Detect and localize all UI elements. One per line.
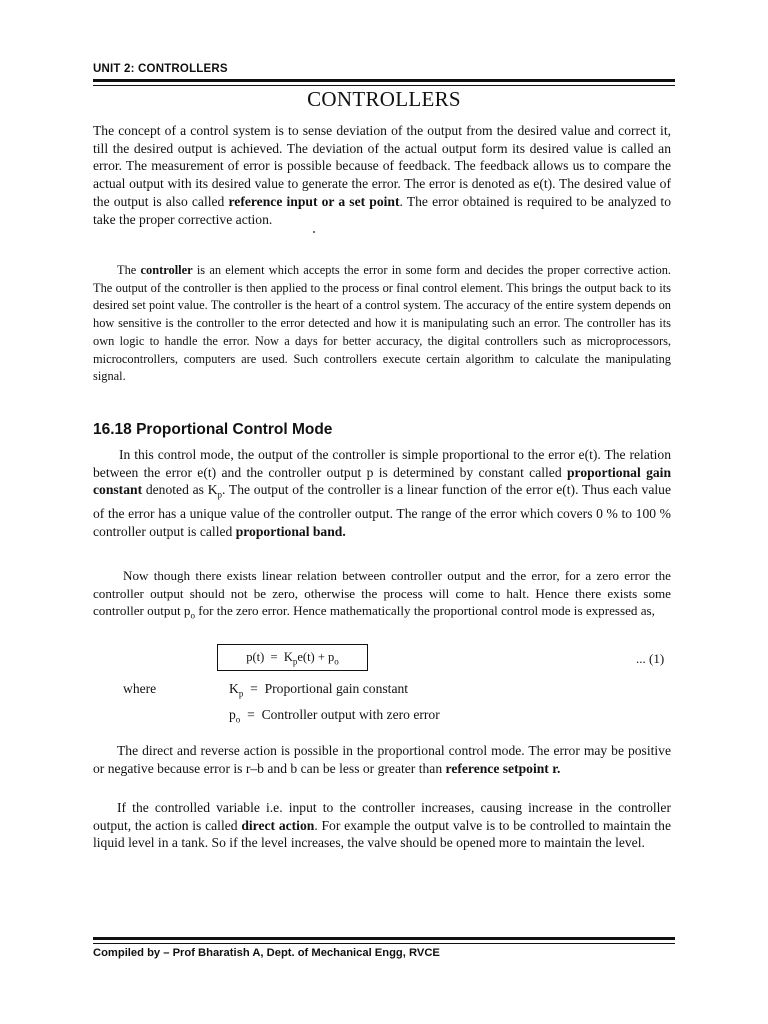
- def-kp-sub: p: [238, 688, 244, 699]
- prop-text-2: denoted as K: [142, 482, 218, 498]
- prop-text-3: . The output of the controller is a linear function of the error e(t). Thus each value of the error has a unique value of the controller output. The range of the error which covers 0 % to 100 % controller output is called: [93, 482, 671, 539]
- eq-k: K: [283, 650, 293, 664]
- dr-text-1: The direct and reverse action is possible in the proportional control mode. The error may be positive or negative because error is r–b and b can be less or greater than: [93, 743, 671, 776]
- eq-mid: e(t) + p: [297, 650, 335, 664]
- equation-box: [217, 644, 368, 671]
- da-bold-direct: direct action: [241, 817, 315, 833]
- proportional-mode-paragraph: [93, 446, 671, 540]
- def-kp-symbol: K: [229, 681, 239, 696]
- page-header-label: UNIT 2: CONTROLLERS: [93, 63, 228, 75]
- controller-paragraph: [93, 262, 671, 386]
- def-po-desc: Controller output with zero error: [261, 707, 440, 722]
- stray-dot: [313, 231, 315, 233]
- header-rule-thick: [93, 79, 675, 82]
- prop-bold-band: proportional band.: [235, 523, 346, 539]
- intro-text-1: The concept of a control system is to sense deviation of the output from the desired value and correct it, till the desired output is achieved. The deviation of the actual output form its desired value is called an error. The measurement of error is possible because of feedback. The feedback allows us to compare the actual output with its desired value to generate the error. The error is denoted as e(t). The desired value of the output is also called: [93, 123, 671, 209]
- footer-rule-thick: [93, 937, 675, 940]
- controller-text-1: The: [117, 263, 141, 277]
- footer-credit: Compiled by – Prof Bharatish A, Dept. of Mechanical Engg, RVCE: [93, 947, 440, 959]
- def-po-sub: o: [235, 714, 241, 725]
- header-rule-thin: [93, 85, 675, 86]
- where-label: where: [123, 681, 157, 696]
- def-po-equals: =: [247, 707, 255, 722]
- definition-row-kp: [229, 681, 408, 699]
- intro-paragraph: [93, 122, 671, 228]
- direct-reverse-paragraph: [93, 742, 671, 777]
- controller-bold-term: controller: [140, 263, 193, 277]
- dr-bold-setpoint: reference setpoint r.: [445, 760, 561, 776]
- prop-sub-p: p: [217, 490, 223, 501]
- prop-bold-gain: proportional gain constant: [93, 464, 671, 498]
- zero-error-paragraph: [93, 567, 671, 626]
- equation-number: ... (1): [636, 651, 665, 666]
- intro-text-2: . The error obtained is required to be analyzed to take the proper corrective action.: [93, 193, 672, 227]
- zero-sub-o: o: [190, 611, 195, 622]
- definition-row-po: [229, 707, 440, 725]
- controller-text-2: is an element which accepts the error in some form and decides the proper corrective action. The output of the controller is then applied to the process or final control element. This brings the output back to its desired set point value. The controller is the heart of a control system. The accuracy of the entire system depends on how sensitive is the controller to the error detected and how it is manipulating such an error. The controller has its own logic to handle the error. Now a days for better accuracy, the digital controllers such as microprocessors, microcontrollers, computers are used. Such controllers execute certain algorithm to calculate the manipulating signal.: [93, 263, 671, 384]
- intro-bold-setpoint: reference input or a set point: [228, 193, 400, 209]
- page-title: CONTROLLERS: [307, 87, 461, 111]
- footer-rule-thin: [93, 943, 675, 944]
- eq-k-sub: p: [292, 656, 298, 667]
- prop-text-1: In this control mode, the output of the controller is simple proportional to the error e(t). The relation between the error e(t) and the controller output p is determined by constant called: [93, 447, 671, 480]
- zero-text-2: for the zero error. Hence mathematically the proportional control mode is expressed as,: [194, 603, 655, 619]
- eq-lhs: p(t): [246, 650, 265, 664]
- def-kp-equals: =: [250, 681, 258, 696]
- def-po-symbol: p: [229, 707, 236, 722]
- eq-p-sub: o: [334, 656, 339, 667]
- da-text-2: . For example the output valve is to be controlled to maintain the liquid level in a tank. So if the level increases, the valve should be opened more to maintain the level.: [93, 817, 671, 851]
- eq-equals: =: [270, 650, 278, 664]
- section-heading: 16.18 Proportional Control Mode: [93, 421, 333, 438]
- zero-text-1: Now though there exists linear relation between controller output and the error, for a zero error the controller output should not be zero, otherwise the process will come to halt. Hence there exists some controller output p: [93, 568, 671, 619]
- def-kp-desc: Proportional gain constant: [264, 681, 409, 696]
- direct-action-paragraph: [93, 799, 671, 852]
- da-text-1: If the controlled variable i.e. input to the controller increases, causing increase in the controller output, the action is called: [93, 800, 671, 833]
